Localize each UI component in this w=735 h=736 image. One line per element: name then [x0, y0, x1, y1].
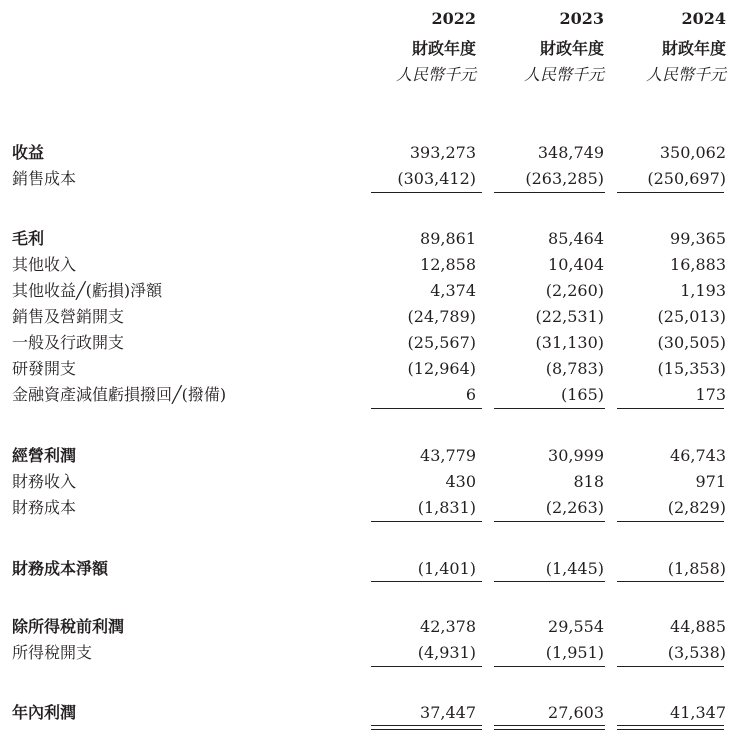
total-double-rule-2023: [494, 725, 605, 730]
row-value-2022: 42,378: [420, 617, 476, 636]
row-label: 除所得稅前利潤: [12, 617, 125, 636]
row-label: 毛利: [12, 229, 45, 248]
row-value-2024: (2,829): [667, 498, 726, 517]
column-fiscal-year: 財政年度: [661, 39, 726, 58]
row-value-2023: 30,999: [548, 446, 604, 465]
table-row-operating-profit: [0, 445, 735, 471]
row-value-2022: 37,447: [420, 703, 476, 722]
row-value-2023: (8,783): [545, 359, 604, 378]
row-value-2023: (2,263): [545, 498, 604, 517]
column-currency: 人民幣千元: [523, 65, 604, 84]
row-value-2023: 818: [573, 472, 604, 491]
subtotal-rule-2022: [371, 666, 482, 667]
column-year: 2023: [559, 9, 604, 28]
table-row-admin-expenses: [0, 332, 735, 358]
subtotal-rule-2022: [371, 521, 482, 522]
subtotal-rule-2022: [371, 581, 482, 582]
row-value-2024: 16,883: [670, 255, 726, 274]
column-currency: 人民幣千元: [395, 65, 476, 84]
table-row-gross-profit: [0, 228, 735, 254]
table-row-rd-expenses: [0, 358, 735, 384]
column-year: 2024: [681, 9, 726, 28]
row-value-2023: 27,603: [548, 703, 604, 722]
row-value-2023: (1,445): [545, 559, 604, 578]
subtotal-rule-2023: [494, 581, 605, 582]
table-row-other-gains-losses: [0, 280, 735, 306]
row-value-2023: (263,285): [525, 169, 604, 188]
row-label: 收益: [12, 143, 45, 162]
row-value-2024: 1,193: [680, 281, 726, 300]
subtotal-rule-2023: [494, 521, 605, 522]
table-row-revenue: [0, 142, 735, 168]
row-label: 經營利潤: [12, 446, 77, 465]
row-value-2023: (2,260): [545, 281, 604, 300]
row-value-2023: 85,464: [548, 229, 604, 248]
row-value-2022: 12,858: [420, 255, 476, 274]
row-value-2022: 89,861: [420, 229, 476, 248]
row-label: 其他收益╱(虧損)淨額: [12, 281, 163, 300]
row-value-2024: 41,347: [670, 703, 726, 722]
column-year: 2022: [431, 9, 476, 28]
row-value-2023: (22,531): [535, 307, 604, 326]
total-double-rule-2024: [617, 725, 724, 730]
row-value-2023: 348,749: [537, 143, 604, 162]
row-value-2024: 971: [695, 472, 726, 491]
row-value-2024: (15,353): [657, 359, 726, 378]
row-value-2024: (3,538): [667, 643, 726, 662]
row-value-2022: 4,374: [430, 281, 476, 300]
row-value-2024: (1,858): [667, 559, 726, 578]
row-label: 一般及行政開支: [12, 333, 125, 352]
subtotal-rule-2024: [617, 521, 724, 522]
row-value-2024: 173: [695, 385, 726, 404]
row-value-2022: (24,789): [407, 307, 476, 326]
row-label: 其他收入: [12, 255, 77, 274]
column-fiscal-year: 財政年度: [539, 39, 604, 58]
row-value-2023: (165): [560, 385, 604, 404]
table-row-other-income: [0, 254, 735, 280]
row-value-2023: 10,404: [548, 255, 604, 274]
subtotal-rule-2023: [494, 192, 605, 193]
table-row-finance-costs: [0, 497, 735, 523]
row-value-2022: (4,931): [417, 643, 476, 662]
subtotal-rule-2023: [494, 666, 605, 667]
column-fiscal-year: 財政年度: [411, 39, 476, 58]
row-label: 財務成本: [12, 498, 77, 517]
row-label: 金融資產減值虧損撥回╱(撥備): [12, 385, 227, 404]
row-value-2024: (250,697): [647, 169, 726, 188]
row-label: 銷售成本: [12, 169, 77, 188]
subtotal-rule-2024: [617, 192, 724, 193]
subtotal-rule-2023: [494, 408, 605, 409]
table-row-impairment: [0, 384, 735, 410]
subtotal-rule-2024: [617, 408, 724, 409]
row-value-2022: (303,412): [397, 169, 476, 188]
row-value-2022: (12,964): [407, 359, 476, 378]
table-row-profit-before-tax: [0, 616, 735, 642]
row-value-2023: (1,951): [545, 643, 604, 662]
row-value-2022: 430: [445, 472, 476, 491]
row-label: 財務收入: [12, 472, 77, 491]
subtotal-rule-2024: [617, 666, 724, 667]
row-value-2023: (31,130): [535, 333, 604, 352]
row-value-2024: 46,743: [670, 446, 726, 465]
row-value-2022: 43,779: [420, 446, 476, 465]
row-value-2024: 44,885: [670, 617, 726, 636]
table-row-cost-of-sales: [0, 168, 735, 194]
total-double-rule-2022: [371, 725, 482, 730]
row-label: 年內利潤: [12, 703, 77, 722]
row-value-2024: (30,505): [657, 333, 726, 352]
row-value-2022: (25,567): [407, 333, 476, 352]
row-value-2024: 350,062: [659, 143, 726, 162]
subtotal-rule-2024: [617, 581, 724, 582]
row-value-2024: (25,013): [657, 307, 726, 326]
row-value-2022: (1,401): [417, 559, 476, 578]
row-value-2022: 6: [465, 385, 476, 404]
row-label: 研發開支: [12, 359, 77, 378]
column-currency: 人民幣千元: [645, 65, 726, 84]
table-row-finance-income: [0, 471, 735, 497]
row-label: 所得稅開支: [12, 643, 93, 662]
row-value-2022: (1,831): [417, 498, 476, 517]
row-value-2022: 393,273: [409, 143, 476, 162]
row-value-2024: 99,365: [670, 229, 726, 248]
subtotal-rule-2022: [371, 192, 482, 193]
table-row-income-tax: [0, 642, 735, 668]
row-label: 銷售及營銷開支: [12, 307, 125, 326]
table-row-selling-expenses: [0, 306, 735, 332]
row-value-2023: 29,554: [548, 617, 604, 636]
subtotal-rule-2022: [371, 408, 482, 409]
row-label: 財務成本淨額: [12, 559, 109, 578]
